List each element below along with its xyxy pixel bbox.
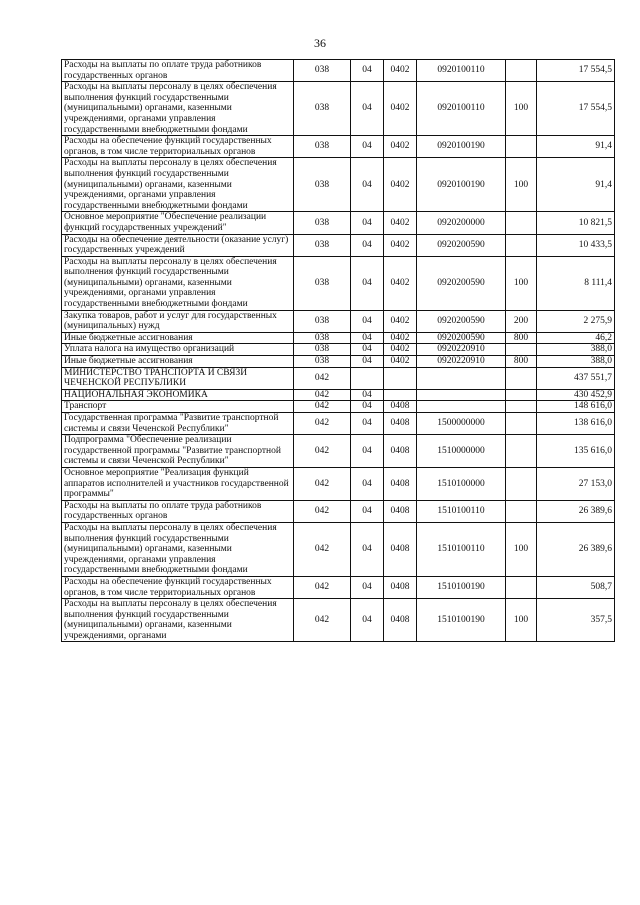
cell-amount: 17 554,5 (537, 82, 615, 136)
cell-expense-type (506, 136, 537, 158)
cell-ved-code: 042 (294, 500, 351, 522)
table-row (62, 389, 615, 401)
table-row (62, 212, 615, 234)
cell-expense-type: 100 (506, 599, 537, 642)
table-row (62, 435, 615, 468)
table-row (62, 356, 615, 368)
cell-section: 04 (351, 500, 384, 522)
cell-amount: 148 616,0 (537, 401, 615, 413)
cell-ved-code: 038 (294, 356, 351, 368)
cell-target-article: 0920100110 (417, 82, 506, 136)
cell-target-article: 0920220910 (417, 356, 506, 368)
cell-name: Расходы на обеспечение функций государственных органов, в том числе территориальных органов (62, 576, 294, 598)
cell-amount: 437 551,7 (537, 367, 615, 389)
cell-ved-code: 038 (294, 234, 351, 256)
cell-expense-type (506, 212, 537, 234)
page-number: 36 (314, 36, 326, 50)
cell-ved-code: 042 (294, 389, 351, 401)
table-row (62, 136, 615, 158)
cell-amount: 26 389,6 (537, 522, 615, 576)
cell-ved-code: 038 (294, 310, 351, 332)
cell-section: 04 (351, 576, 384, 598)
cell-target-article: 1510100190 (417, 599, 506, 642)
cell-target-article: 0920200590 (417, 234, 506, 256)
table-row (62, 413, 615, 435)
cell-subsection: 0408 (384, 599, 417, 642)
table-row (62, 367, 615, 389)
cell-name: МИНИСТЕРСТВО ТРАНСПОРТА И СВЯЗИ ЧЕЧЕНСКОЙ РЕСПУБЛИКИ (62, 367, 294, 389)
cell-name: Расходы на выплаты персоналу в целях обеспечения выполнения функций государственными (муниципальными) органами, казенными учреждениями, органами управления государственными внебюджетными фондами (62, 522, 294, 576)
cell-amount: 388,0 (537, 344, 615, 356)
cell-amount: 2 275,9 (537, 310, 615, 332)
cell-amount: 26 389,6 (537, 500, 615, 522)
table-row (62, 467, 615, 500)
cell-ved-code: 042 (294, 576, 351, 598)
table-row (62, 344, 615, 356)
cell-expense-type: 100 (506, 158, 537, 212)
cell-subsection: 0402 (384, 136, 417, 158)
cell-subsection: 0402 (384, 256, 417, 310)
cell-section: 04 (351, 310, 384, 332)
budget-table (61, 59, 615, 642)
cell-name: Закупка товаров, работ и услуг для государственных (муниципальных) нужд (62, 310, 294, 332)
cell-ved-code: 038 (294, 344, 351, 356)
cell-ved-code: 038 (294, 82, 351, 136)
table-row (62, 234, 615, 256)
table-row (62, 599, 615, 642)
cell-expense-type (506, 576, 537, 598)
cell-amount: 10 821,5 (537, 212, 615, 234)
cell-amount: 46,2 (537, 332, 615, 344)
cell-section: 04 (351, 256, 384, 310)
cell-target-article: 0920100190 (417, 158, 506, 212)
cell-ved-code: 042 (294, 367, 351, 389)
cell-ved-code: 042 (294, 413, 351, 435)
table-row (62, 310, 615, 332)
cell-amount: 135 616,0 (537, 435, 615, 468)
cell-ved-code: 038 (294, 256, 351, 310)
cell-name: Государственная программа "Развитие транспортной системы и связи Чеченской Республики" (62, 413, 294, 435)
cell-amount: 357,5 (537, 599, 615, 642)
cell-target-article: 1510100000 (417, 467, 506, 500)
table-row (62, 256, 615, 310)
cell-amount: 430 452,9 (537, 389, 615, 401)
cell-amount: 10 433,5 (537, 234, 615, 256)
cell-expense-type (506, 344, 537, 356)
table-row (62, 522, 615, 576)
cell-section: 04 (351, 212, 384, 234)
cell-section: 04 (351, 60, 384, 82)
cell-name: Расходы на обеспечение функций государственных органов, в том числе территориальных органов (62, 136, 294, 158)
cell-subsection: 0402 (384, 212, 417, 234)
cell-name: Иные бюджетные ассигнования (62, 332, 294, 344)
cell-target-article: 0920220910 (417, 344, 506, 356)
cell-ved-code: 038 (294, 136, 351, 158)
cell-name: Основное мероприятие "Реализация функций аппаратов исполнителей и участников государственной программы" (62, 467, 294, 500)
cell-expense-type: 100 (506, 522, 537, 576)
cell-ved-code: 038 (294, 60, 351, 82)
cell-subsection (384, 367, 417, 389)
cell-section: 04 (351, 522, 384, 576)
cell-target-article (417, 367, 506, 389)
cell-ved-code: 042 (294, 522, 351, 576)
cell-expense-type: 800 (506, 332, 537, 344)
cell-amount: 17 554,5 (537, 60, 615, 82)
cell-name: Расходы на выплаты персоналу в целях обеспечения выполнения функций государственными (муниципальными) органами, казенными учреждениями, органами управления государственными внебюджетными фондами (62, 82, 294, 136)
cell-expense-type (506, 413, 537, 435)
cell-amount: 91,4 (537, 158, 615, 212)
cell-expense-type (506, 367, 537, 389)
cell-subsection: 0402 (384, 310, 417, 332)
cell-expense-type (506, 467, 537, 500)
cell-section: 04 (351, 467, 384, 500)
cell-ved-code: 042 (294, 467, 351, 500)
cell-subsection: 0408 (384, 413, 417, 435)
cell-subsection: 0408 (384, 401, 417, 413)
cell-section: 04 (351, 356, 384, 368)
cell-expense-type: 200 (506, 310, 537, 332)
cell-amount: 388,0 (537, 356, 615, 368)
cell-expense-type: 100 (506, 82, 537, 136)
cell-ved-code: 042 (294, 401, 351, 413)
cell-section: 04 (351, 234, 384, 256)
cell-subsection: 0408 (384, 467, 417, 500)
cell-subsection: 0402 (384, 158, 417, 212)
cell-ved-code: 042 (294, 599, 351, 642)
table-row (62, 158, 615, 212)
cell-subsection: 0402 (384, 332, 417, 344)
cell-target-article (417, 401, 506, 413)
cell-section: 04 (351, 332, 384, 344)
cell-subsection: 0402 (384, 344, 417, 356)
cell-amount: 508,7 (537, 576, 615, 598)
cell-name: Основное мероприятие "Обеспечение реализации функций государственных учреждений" (62, 212, 294, 234)
cell-name: Расходы на выплаты персоналу в целях обеспечения выполнения функций государственными (муниципальными) органами, казенными учреждениями, органами (62, 599, 294, 642)
cell-target-article: 0920200590 (417, 310, 506, 332)
cell-section (351, 367, 384, 389)
cell-expense-type (506, 389, 537, 401)
cell-expense-type (506, 234, 537, 256)
cell-target-article: 0920100190 (417, 136, 506, 158)
cell-expense-type (506, 401, 537, 413)
cell-expense-type (506, 60, 537, 82)
cell-ved-code: 042 (294, 435, 351, 468)
cell-subsection: 0408 (384, 522, 417, 576)
cell-ved-code: 038 (294, 332, 351, 344)
cell-subsection: 0408 (384, 500, 417, 522)
table-row (62, 500, 615, 522)
cell-section: 04 (351, 389, 384, 401)
cell-expense-type (506, 500, 537, 522)
cell-name: Расходы на обеспечение деятельности (оказание услуг) государственных учреждений (62, 234, 294, 256)
cell-target-article: 1510100110 (417, 500, 506, 522)
cell-name: Расходы на выплаты персоналу в целях обеспечения выполнения функций государственными (муниципальными) органами, казенными учреждениями, органами управления государственными внебюджетными фондами (62, 158, 294, 212)
cell-target-article (417, 389, 506, 401)
cell-subsection: 0402 (384, 60, 417, 82)
cell-amount: 8 111,4 (537, 256, 615, 310)
cell-target-article: 1510000000 (417, 435, 506, 468)
cell-name: НАЦИОНАЛЬНАЯ ЭКОНОМИКА (62, 389, 294, 401)
cell-section: 04 (351, 158, 384, 212)
cell-name: Расходы на выплаты персоналу в целях обеспечения выполнения функций государственными (муниципальными) органами, казенными учреждениями, органами управления государственными внебюджетными фондами (62, 256, 294, 310)
cell-name: Расходы на выплаты по оплате труда работников государственных органов (62, 500, 294, 522)
cell-section: 04 (351, 136, 384, 158)
cell-subsection: 0402 (384, 356, 417, 368)
cell-subsection: 0408 (384, 576, 417, 598)
cell-expense-type (506, 435, 537, 468)
cell-section: 04 (351, 401, 384, 413)
table-row (62, 82, 615, 136)
cell-ved-code: 038 (294, 212, 351, 234)
cell-name: Транспорт (62, 401, 294, 413)
cell-subsection: 0402 (384, 234, 417, 256)
cell-section: 04 (351, 82, 384, 136)
cell-name: Иные бюджетные ассигнования (62, 356, 294, 368)
cell-section: 04 (351, 413, 384, 435)
cell-name: Уплата налога на имущество организаций (62, 344, 294, 356)
cell-subsection: 0402 (384, 82, 417, 136)
table-row (62, 332, 615, 344)
cell-target-article: 0920200590 (417, 256, 506, 310)
cell-target-article: 0920200000 (417, 212, 506, 234)
cell-target-article: 1510100110 (417, 522, 506, 576)
cell-subsection (384, 389, 417, 401)
table-row (62, 60, 615, 82)
budget-table-body (62, 60, 615, 642)
cell-subsection: 0408 (384, 435, 417, 468)
cell-target-article: 1510100190 (417, 576, 506, 598)
cell-section: 04 (351, 599, 384, 642)
cell-expense-type: 800 (506, 356, 537, 368)
cell-expense-type: 100 (506, 256, 537, 310)
cell-target-article: 0920100110 (417, 60, 506, 82)
cell-amount: 138 616,0 (537, 413, 615, 435)
cell-name: Подпрограмма "Обеспечение реализации государственной программы "Развитие транспортной системы и связи Чеченской Республики" (62, 435, 294, 468)
cell-section: 04 (351, 344, 384, 356)
cell-amount: 27 153,0 (537, 467, 615, 500)
cell-section: 04 (351, 435, 384, 468)
table-row (62, 576, 615, 598)
cell-name: Расходы на выплаты по оплате труда работников государственных органов (62, 60, 294, 82)
cell-target-article: 1500000000 (417, 413, 506, 435)
cell-target-article: 0920200590 (417, 332, 506, 344)
cell-amount: 91,4 (537, 136, 615, 158)
table-row (62, 401, 615, 413)
cell-ved-code: 038 (294, 158, 351, 212)
